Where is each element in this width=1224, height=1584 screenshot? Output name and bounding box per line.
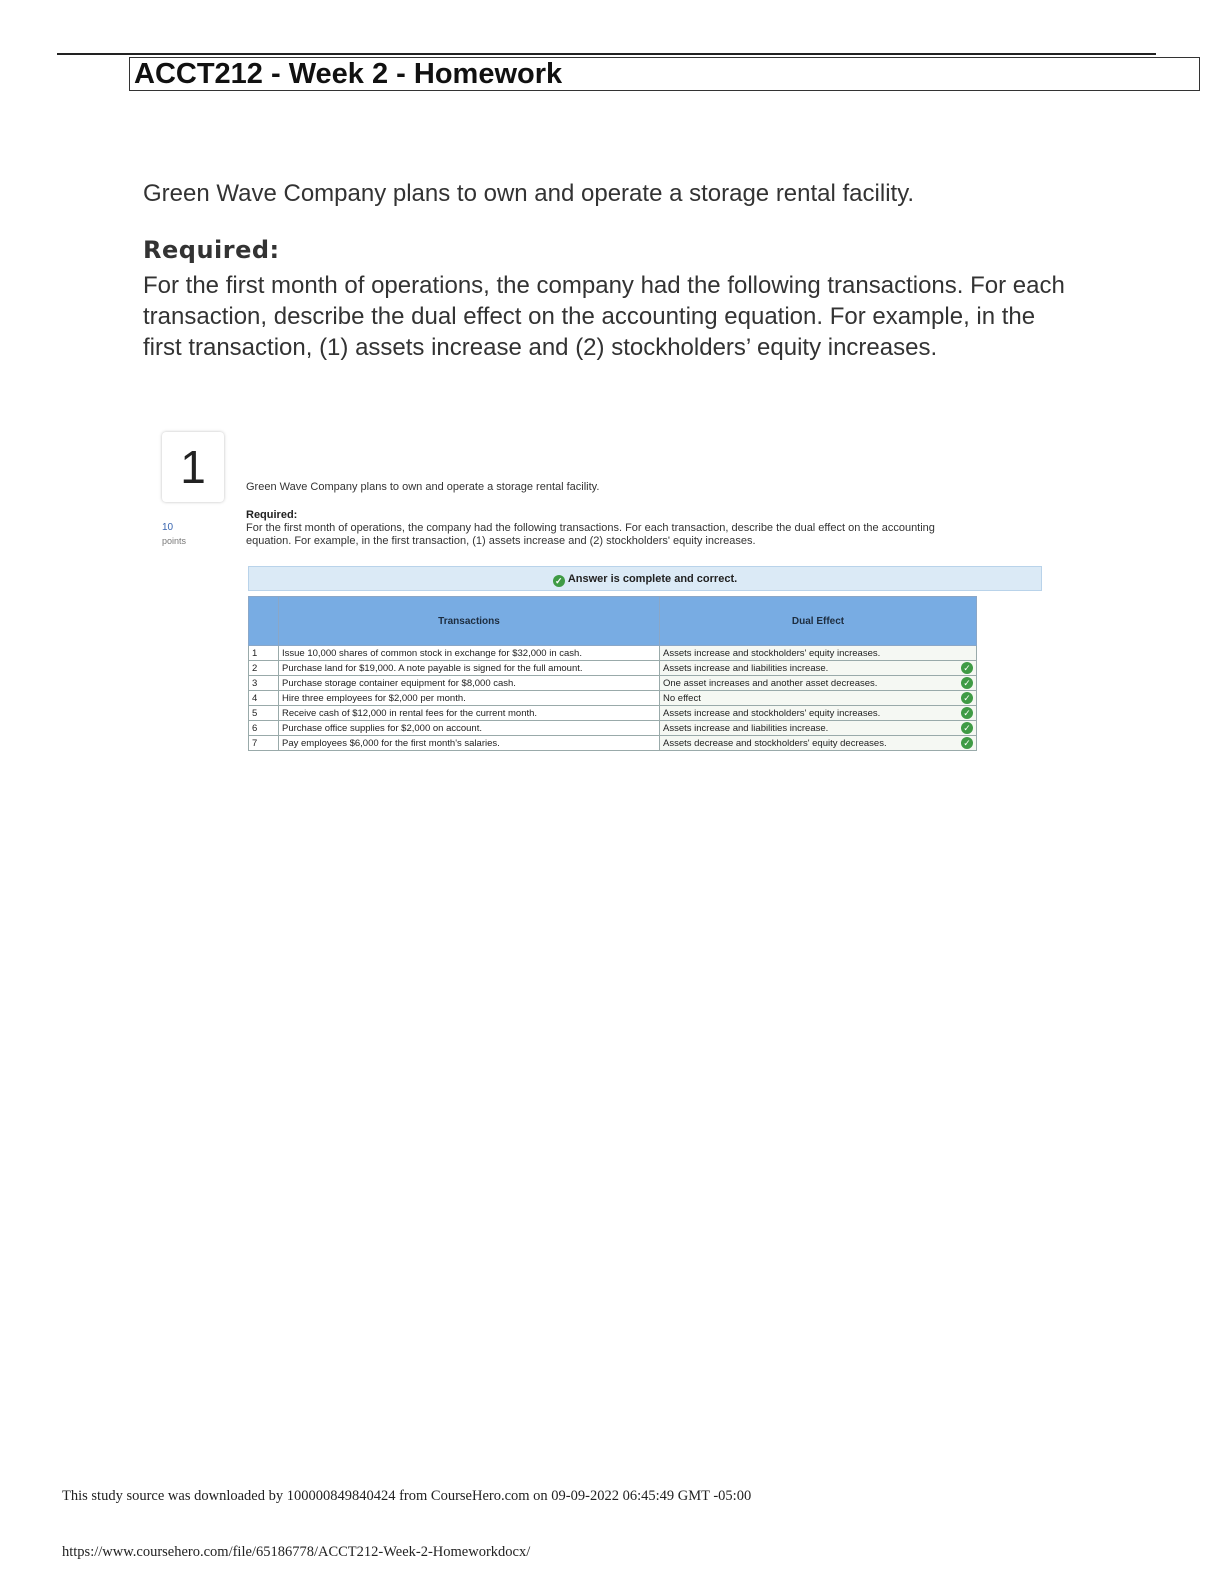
row-number: 2: [249, 661, 279, 676]
top-rule: [57, 53, 1156, 55]
answer-banner: [248, 566, 1042, 591]
check-circle-icon: ✓: [961, 707, 973, 719]
row-number: 6: [249, 721, 279, 736]
table-row: [249, 706, 977, 721]
table-row: [249, 676, 977, 691]
source-url: https://www.coursehero.com/file/65186778/ACCT212-Week-2-Homeworkdocx/: [62, 1544, 531, 1560]
transaction-cell: Hire three employees for $2,000 per month.: [279, 691, 660, 706]
check-circle-icon: ✓: [961, 677, 973, 689]
header-transactions: Transactions: [279, 597, 660, 646]
transaction-cell: Receive cash of $12,000 in rental fees for the current month.: [279, 706, 660, 721]
transaction-cell: Purchase office supplies for $2,000 on account.: [279, 721, 660, 736]
effect-text: Assets increase and liabilities increase.: [663, 662, 829, 674]
table-row: [249, 721, 977, 736]
row-number: 5: [249, 706, 279, 721]
screenshot-required-heading: Required:: [246, 509, 298, 521]
table-header-row: [249, 597, 977, 646]
row-number: 4: [249, 691, 279, 706]
transaction-cell: Pay employees $6,000 for the first month's salaries.: [279, 736, 660, 751]
effect-text: Assets decrease and stockholders' equity decreases.: [663, 737, 887, 749]
row-number: 3: [249, 676, 279, 691]
transaction-cell: Purchase storage container equipment for $8,000 cash.: [279, 676, 660, 691]
effect-text: Assets increase and stockholders' equity increases.: [663, 707, 881, 719]
required-heading: Required:: [143, 236, 280, 264]
screenshot-required-text: For the first month of operations, the company had the following transactions. For each transaction, describe the dual effect on the accounting equation. For example, in the first transaction, (1) assets increase and (2) stockholders' equity increases.: [246, 522, 935, 547]
screenshot-intro: Green Wave Company plans to own and operate a storage rental facility.: [246, 481, 600, 493]
question-number: 1: [162, 432, 224, 502]
header-dual-effect: Dual Effect: [660, 597, 977, 646]
source-footer: This study source was downloaded by 100000849840424 from CourseHero.com on 09-09-2022 06:45:49 GMT -05:00: [62, 1488, 752, 1504]
check-circle-icon: ✓: [961, 722, 973, 734]
effect-cell: [660, 646, 977, 661]
title-box: [129, 57, 1200, 91]
transaction-cell: Purchase land for $19,000. A note payable is signed for the full amount.: [279, 661, 660, 676]
effect-cell: [660, 706, 977, 721]
table-row: [249, 736, 977, 751]
table-row: [249, 646, 977, 661]
header-num: [249, 597, 279, 646]
embedded-screenshot: [160, 430, 1050, 760]
row-number: 1: [249, 646, 279, 661]
table-row: [249, 661, 977, 676]
effect-cell: [660, 736, 977, 751]
check-circle-icon: ✓: [961, 692, 973, 704]
effect-text: Assets increase and liabilities increase.: [663, 722, 829, 734]
check-circle-icon: ✓: [961, 737, 973, 749]
dual-effect-table: [248, 596, 977, 751]
row-number: 7: [249, 736, 279, 751]
points-label: points: [162, 536, 187, 546]
effect-cell: [660, 661, 977, 676]
document-title: ACCT212 - Week 2 - Homework: [134, 58, 563, 90]
effect-cell: [660, 721, 977, 736]
intro-text: Green Wave Company plans to own and operate a storage rental facility.: [143, 180, 915, 207]
table-row: [249, 691, 977, 706]
check-circle-icon: ✓: [961, 662, 973, 674]
effect-text: One asset increases and another asset decreases.: [663, 677, 878, 689]
transaction-cell: Issue 10,000 shares of common stock in exchange for $32,000 in cash.: [279, 646, 660, 661]
answer-banner-text: Answer is complete and correct.: [567, 573, 738, 585]
effect-text: No effect: [663, 692, 701, 704]
effect-text: Assets increase and stockholders' equity increases.: [663, 647, 881, 659]
required-text: For the first month of operations, the company had the following transactions. For each transaction, describe the dual effect on the accounting equation. For example, in the first transaction, (1) assets increase and (2) stockholders’ equity increases.: [143, 272, 1065, 361]
effect-cell: [660, 676, 977, 691]
check-circle-icon: ✓: [553, 575, 565, 587]
points-value: 10: [162, 522, 174, 533]
effect-cell: [660, 691, 977, 706]
